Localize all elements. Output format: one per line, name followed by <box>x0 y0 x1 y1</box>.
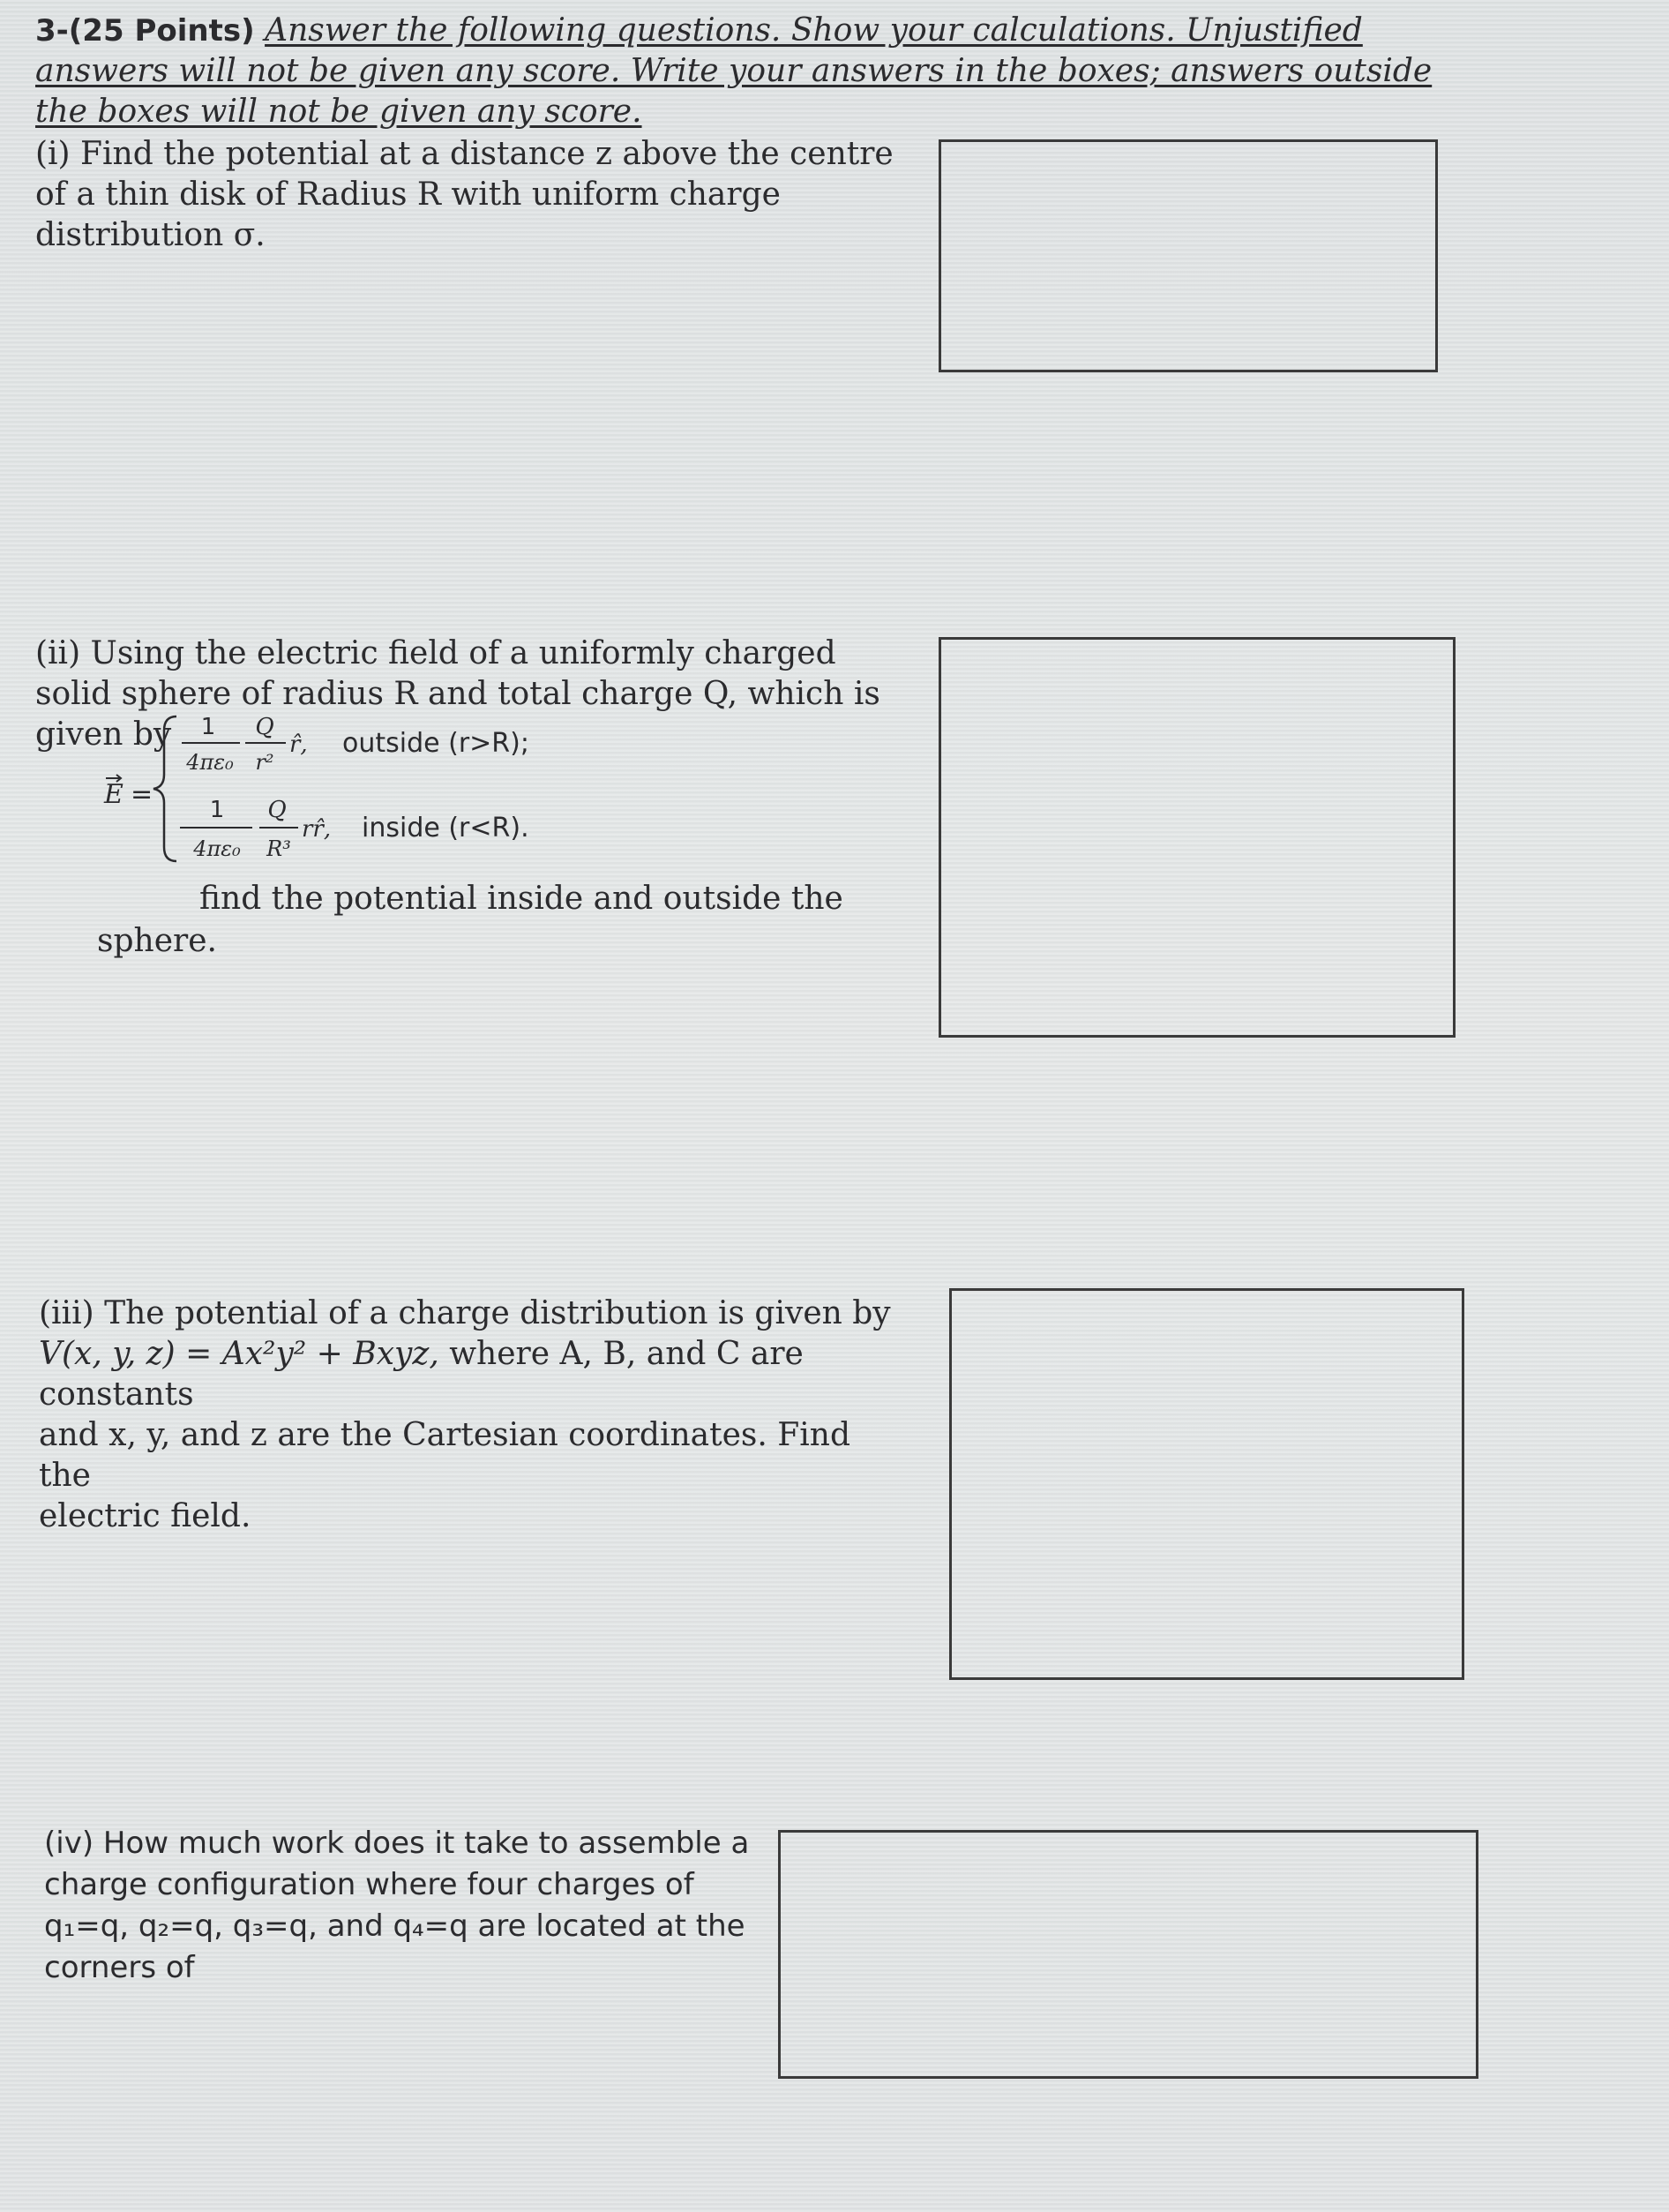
inside-condition: inside (r<R). <box>362 813 529 844</box>
question-header <box>35 11 1447 132</box>
outside-numerator: 1 <box>200 714 216 740</box>
inside-denominator: 4πε₀ <box>193 836 241 861</box>
inside-unit-vector: rr̂, <box>302 816 332 843</box>
brace-icon <box>153 716 176 861</box>
question-i-text: (i) Find the potential at a distance z above the centre of a thin disk of Radius R with uniform charge distribution σ. <box>35 136 894 253</box>
inside-charge: Q <box>267 797 287 823</box>
question-iii-line-1: (iii) The potential of a charge distribution is given by <box>39 1295 891 1331</box>
question-iii-line-2 <box>39 1334 912 1415</box>
question-iii-line-2-rest: where A, B, and C are constants <box>39 1336 804 1413</box>
outside-condition: outside (r>R); <box>342 728 529 759</box>
outside-unit-vector: r̂, <box>289 731 308 758</box>
question-iii-text <box>39 1293 912 1537</box>
question-iv-line-4: corners of <box>44 1950 195 1985</box>
answer-box-ii[interactable] <box>939 637 1456 1038</box>
answer-box-i[interactable] <box>939 139 1438 372</box>
answer-box-iii[interactable] <box>949 1288 1464 1680</box>
formula-lhs: E <box>104 779 123 810</box>
question-iv-text <box>44 1823 767 1989</box>
question-ii-text: (ii) Using the electric field of a uniformly charged solid sphere of radius R and total charge Q, which is given by <box>35 635 880 753</box>
outside-denominator: 4πε₀ <box>186 750 234 775</box>
outside-charge: Q <box>255 714 274 740</box>
question-ii-text-sphere: sphere. <box>97 923 217 959</box>
question-iii-line-4: electric field. <box>39 1498 251 1534</box>
electric-field-formula <box>97 706 591 869</box>
question-iii-line-3: and x, y, and z are the Cartesian coordinates. Find the <box>39 1417 850 1494</box>
question-ii-text-after: find the potential inside and outside the <box>199 881 843 917</box>
question-iv-line-3: q₁=q, q₂=q, q₃=q, and q₄=q are located at the <box>44 1908 745 1944</box>
question-iv-line-1: (iv) How much work does it take to assemble a <box>44 1826 750 1861</box>
outside-radius-term: r² <box>255 750 274 775</box>
question-iv-line-2: charge configuration where four charges of <box>44 1867 694 1902</box>
answer-box-iv[interactable] <box>778 1830 1478 2079</box>
svg-text:=: = <box>131 779 153 810</box>
inside-numerator: 1 <box>209 797 225 823</box>
potential-formula: V(x, y, z) = Ax²y² + Bxyz, <box>39 1336 439 1372</box>
inside-radius-term: R³ <box>266 836 291 861</box>
points-label: 3-(25 Points) <box>35 13 255 49</box>
instructions-text: Answer the following questions. Show your calculations. Unjustified answers will not be given any score. Write your answers in the boxes; answers outside the boxes will not be given any score. <box>35 12 1433 130</box>
